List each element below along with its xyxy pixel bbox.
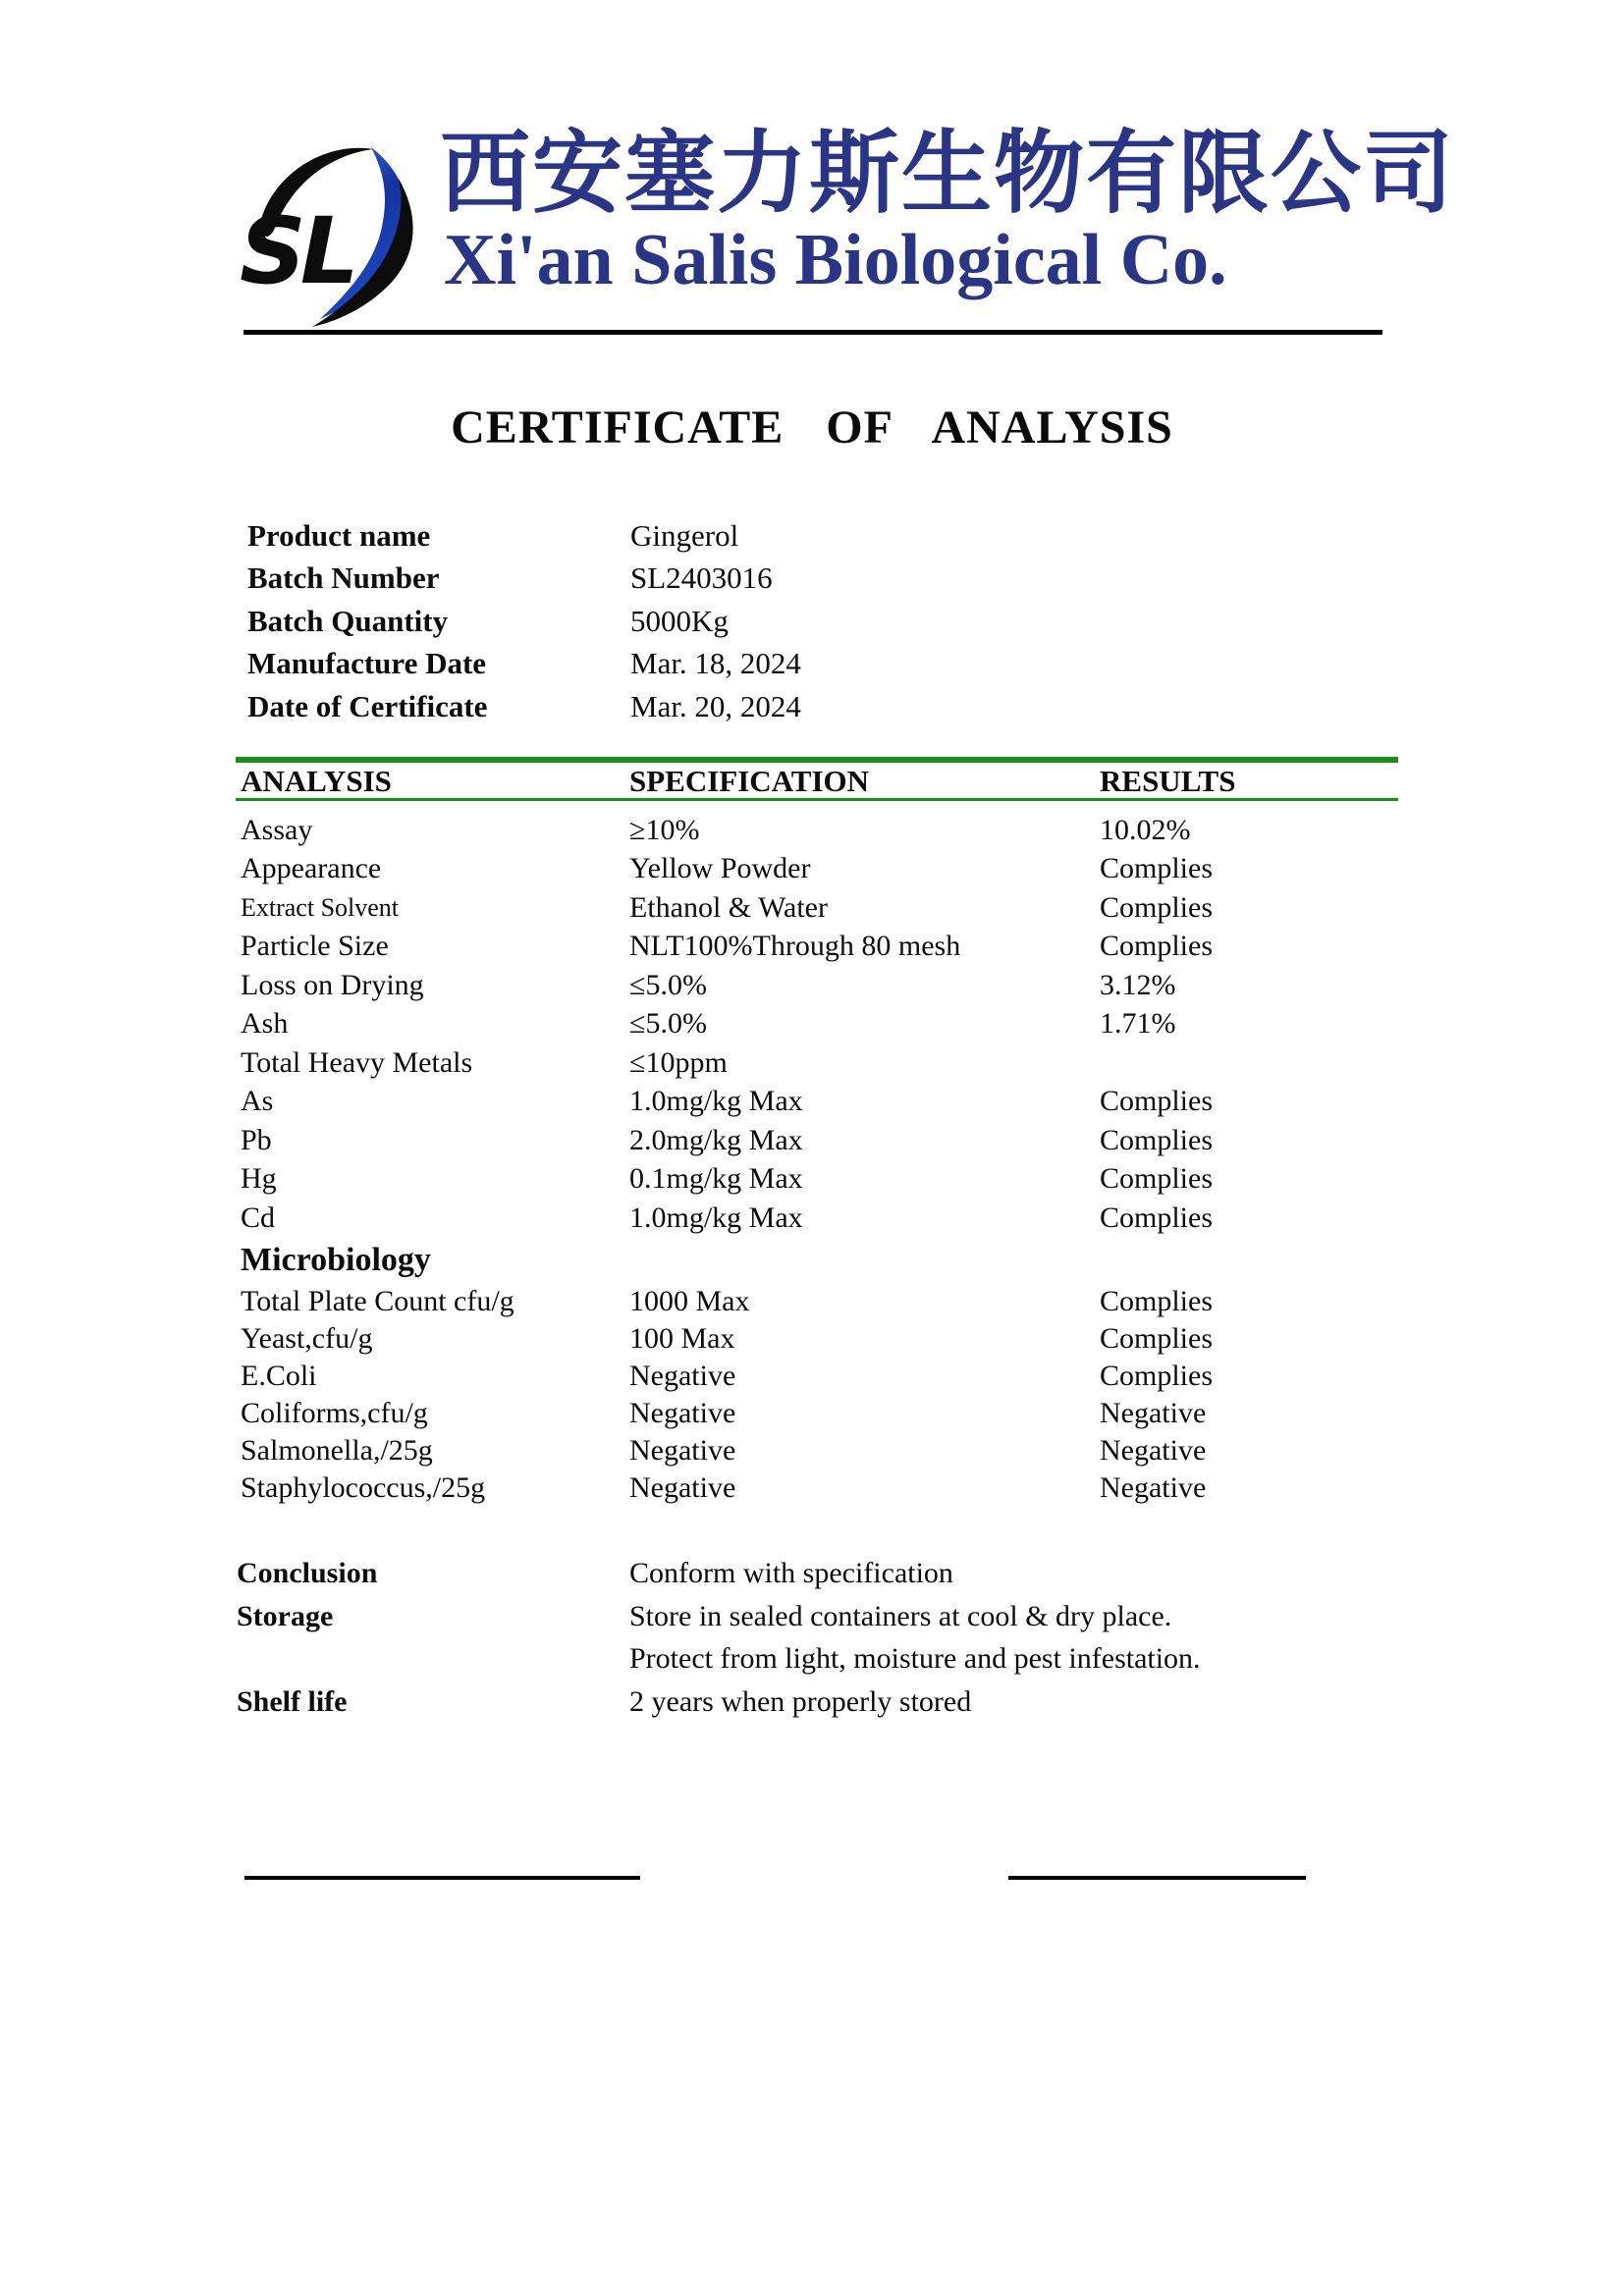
analysis-name: Appearance bbox=[241, 852, 382, 885]
analysis-name: Total Heavy Metals bbox=[241, 1045, 473, 1079]
analysis-name: Pb bbox=[241, 1123, 272, 1156]
analysis-specification: Negative bbox=[629, 1397, 736, 1429]
analysis-specification: Negative bbox=[629, 1434, 736, 1467]
analysis-name: Cd bbox=[241, 1201, 276, 1234]
shelf-life-label: Shelf life bbox=[237, 1685, 348, 1719]
microbiology-section-header: Microbiology bbox=[241, 1242, 431, 1278]
analysis-specification: ≤10ppm bbox=[629, 1045, 728, 1079]
product-info-row bbox=[247, 558, 1327, 601]
analysis-specification: NLT100%Through 80 mesh bbox=[629, 930, 961, 963]
info-label: Batch Quantity bbox=[247, 603, 449, 638]
storage-line: Protect from light, moisture and pest infestation. bbox=[629, 1642, 1201, 1676]
microbiology-table-body bbox=[241, 1283, 1404, 1507]
table-row bbox=[241, 1043, 1404, 1083]
table-top-rule bbox=[236, 757, 1398, 763]
conclusion-row bbox=[237, 1552, 1415, 1595]
analysis-result: Complies bbox=[1100, 1285, 1214, 1317]
table-row bbox=[241, 888, 1404, 928]
column-header-specification: SPECIFICATION bbox=[629, 764, 870, 798]
analysis-specification: 1.0mg/kg Max bbox=[629, 1201, 803, 1234]
document-title: CERTIFICATE OF ANALYSIS bbox=[451, 401, 1173, 454]
storage-row bbox=[237, 1595, 1415, 1681]
product-info-row bbox=[247, 685, 1327, 728]
letterhead-divider bbox=[244, 330, 1382, 335]
analysis-name: Coliforms,cfu/g bbox=[241, 1397, 428, 1429]
info-label: Product name bbox=[247, 517, 431, 553]
shelf-life-line: 2 years when properly stored bbox=[629, 1685, 972, 1719]
info-value: SL2403016 bbox=[630, 561, 773, 596]
product-info-row bbox=[247, 600, 1327, 643]
analysis-result: 3.12% bbox=[1100, 968, 1176, 1001]
table-row bbox=[241, 1005, 1404, 1044]
analysis-result: Negative bbox=[1100, 1471, 1207, 1504]
analysis-result: Complies bbox=[1100, 890, 1214, 924]
analysis-specification: Negative bbox=[629, 1471, 736, 1504]
company-logo bbox=[234, 133, 435, 330]
table-row bbox=[241, 1160, 1404, 1200]
company-name-chinese: 西安塞力斯生物有限公司 bbox=[440, 121, 1456, 226]
conclusion-block bbox=[237, 1552, 1415, 1724]
info-value: Mar. 20, 2024 bbox=[630, 688, 801, 723]
table-row bbox=[241, 1320, 1404, 1358]
analysis-name: Total Plate Count cfu/g bbox=[241, 1285, 514, 1317]
analysis-specification: 0.1mg/kg Max bbox=[629, 1162, 803, 1196]
info-value: Gingerol bbox=[630, 517, 739, 553]
conclusion-value bbox=[629, 1552, 1415, 1595]
analysis-name: Yeast,cfu/g bbox=[241, 1322, 373, 1355]
analysis-specification: ≤5.0% bbox=[629, 1007, 707, 1041]
analysis-specification: ≤5.0% bbox=[629, 968, 707, 1001]
analysis-result: Negative bbox=[1100, 1397, 1207, 1429]
logo-monogram: SL bbox=[240, 198, 353, 305]
table-row bbox=[241, 1283, 1404, 1320]
analysis-name: Assay bbox=[241, 813, 313, 846]
analysis-name: As bbox=[241, 1085, 274, 1118]
analysis-specification: Ethanol & Water bbox=[629, 890, 828, 924]
info-label: Manufacture Date bbox=[247, 646, 487, 681]
analysis-result: 10.02% bbox=[1100, 813, 1191, 846]
analysis-specification: Yellow Powder bbox=[629, 852, 811, 885]
table-row bbox=[241, 928, 1404, 967]
table-row bbox=[241, 1083, 1404, 1122]
signature-line-right bbox=[1008, 1876, 1306, 1880]
table-row bbox=[241, 1358, 1404, 1395]
analysis-specification: 1.0mg/kg Max bbox=[629, 1085, 803, 1118]
analysis-result: Complies bbox=[1100, 1360, 1214, 1392]
analysis-result: 1.71% bbox=[1100, 1007, 1176, 1041]
table-row bbox=[241, 1121, 1404, 1160]
analysis-specification: 100 Max bbox=[629, 1322, 735, 1355]
analysis-name: Staphylococcus,/25g bbox=[241, 1471, 486, 1504]
analysis-specification: 2.0mg/kg Max bbox=[629, 1123, 803, 1156]
analysis-name: E.Coli bbox=[241, 1360, 317, 1392]
table-row bbox=[241, 1199, 1404, 1238]
product-info-block bbox=[247, 514, 1327, 728]
analysis-name: Salmonella,/25g bbox=[241, 1434, 433, 1467]
info-value: 5000Kg bbox=[630, 603, 729, 638]
info-value: Mar. 18, 2024 bbox=[630, 646, 801, 681]
product-info-row bbox=[247, 514, 1327, 558]
analysis-specification: 1000 Max bbox=[629, 1285, 750, 1317]
analysis-name: Ash bbox=[241, 1007, 289, 1041]
analysis-specification: ≥10% bbox=[629, 813, 700, 846]
table-row bbox=[241, 1432, 1404, 1469]
shelf-life-row bbox=[237, 1681, 1415, 1724]
company-name-english: Xi'an Salis Biological Co. bbox=[444, 220, 1227, 300]
column-header-analysis: ANALYSIS bbox=[241, 764, 392, 798]
info-label: Batch Number bbox=[247, 561, 440, 596]
analysis-name: Loss on Drying bbox=[241, 968, 424, 1001]
storage-line: Store in sealed containers at cool & dry place. bbox=[629, 1599, 1172, 1632]
analysis-result: Complies bbox=[1100, 1085, 1214, 1118]
storage-value bbox=[629, 1595, 1415, 1681]
conclusion-line: Conform with specification bbox=[629, 1557, 953, 1589]
analysis-result: Complies bbox=[1100, 930, 1214, 963]
analysis-name: Hg bbox=[241, 1162, 277, 1196]
table-row bbox=[241, 1469, 1404, 1507]
shelf-life-value bbox=[629, 1681, 1415, 1724]
analysis-result: Negative bbox=[1100, 1434, 1207, 1467]
conclusion-label: Conclusion bbox=[237, 1557, 378, 1589]
analysis-name: Particle Size bbox=[241, 930, 389, 963]
table-header-rule bbox=[236, 798, 1398, 801]
analysis-name: Extract Solvent bbox=[241, 892, 400, 922]
analysis-result: Complies bbox=[1100, 852, 1214, 885]
column-header-results: RESULTS bbox=[1100, 764, 1236, 798]
storage-label: Storage bbox=[237, 1599, 334, 1632]
analysis-table-body bbox=[241, 811, 1404, 1238]
product-info-row bbox=[247, 643, 1327, 686]
table-row bbox=[241, 966, 1404, 1005]
info-label: Date of Certificate bbox=[247, 688, 488, 723]
table-row bbox=[241, 811, 1404, 850]
signature-line-left bbox=[244, 1876, 640, 1880]
table-row bbox=[241, 1395, 1404, 1432]
table-row bbox=[241, 850, 1404, 889]
analysis-result: Complies bbox=[1100, 1322, 1214, 1355]
analysis-result: Complies bbox=[1100, 1201, 1214, 1234]
analysis-result: Complies bbox=[1100, 1123, 1214, 1156]
analysis-specification: Negative bbox=[629, 1360, 736, 1392]
table-header-row bbox=[241, 765, 1404, 798]
analysis-result: Complies bbox=[1100, 1162, 1214, 1196]
